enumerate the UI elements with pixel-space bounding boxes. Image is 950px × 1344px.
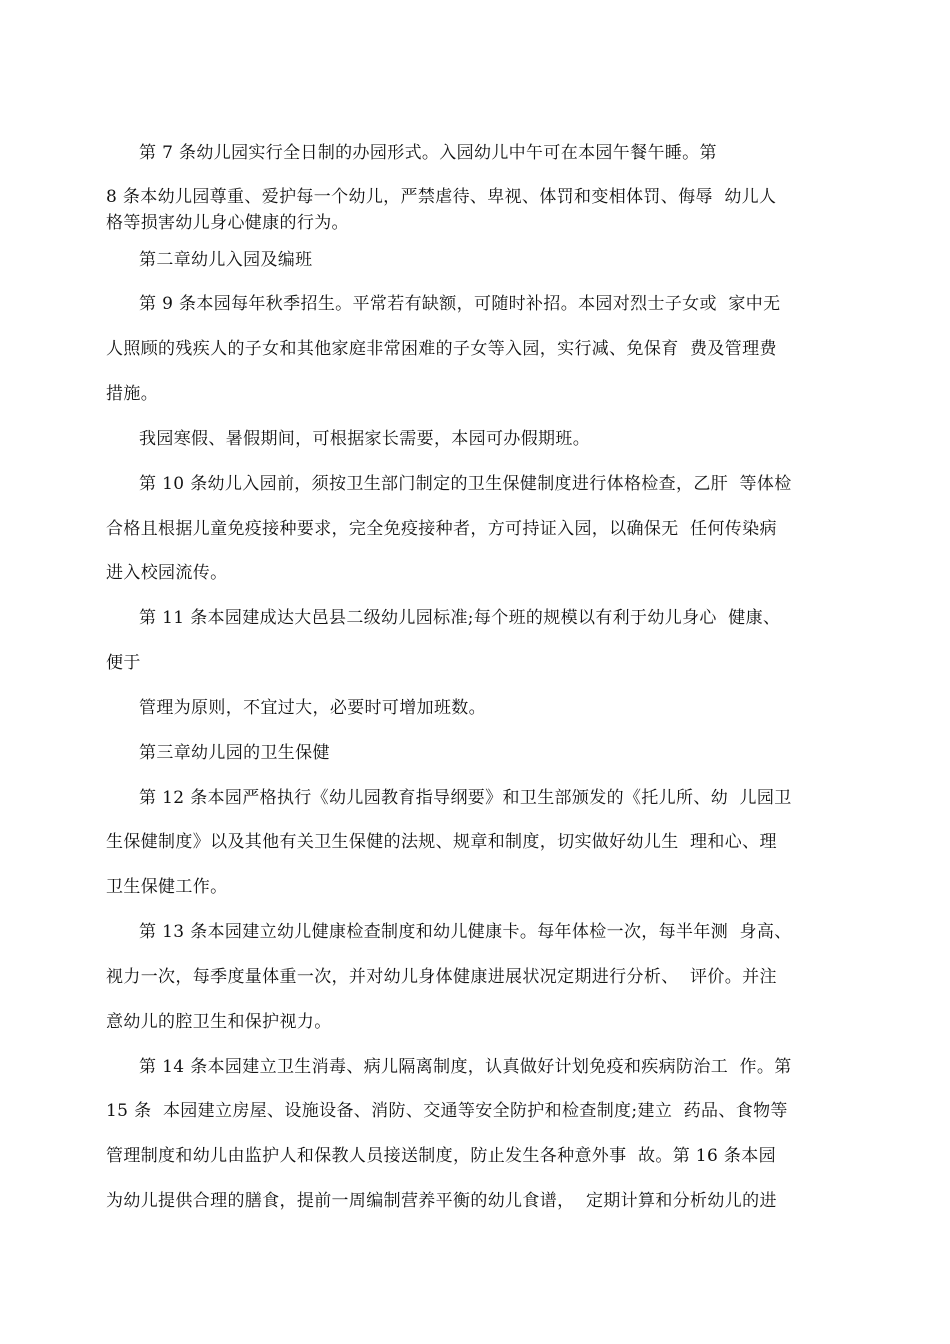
text-line: 格等损害幼儿身心健康的行为。 (106, 213, 349, 233)
text-line: 第 9 条本园每年秋季招生。平常若有缺额，可随时补招。本园对烈士子女或 家中无 (139, 294, 781, 314)
text-line: 第 11 条本园建成达大邑县二级幼儿园标准;每个班的规模以有利于幼儿身心 健康、 (139, 608, 781, 628)
text-line: 15 条 本园建立房屋、设施设备、消防、交通等安全防护和检查制度;建立 药品、食物等 (106, 1101, 788, 1121)
text-line: 视力一次，每季度量体重一次，并对幼儿身体健康进展状况定期进行分析、 评价。并注 (106, 967, 777, 987)
text-line: 生保健制度》以及其他有关卫生保健的法规、规章和制度，切实做好幼儿生 理和心、理 (106, 832, 777, 852)
text-line: 卫生保健工作。 (106, 877, 228, 897)
text-line: 便于 (106, 653, 141, 673)
text-line: 第 13 条本园建立幼儿健康检查制度和幼儿健康卡。每年体检一次，每半年测 身高、 (139, 922, 792, 942)
section-heading: 第二章幼儿入园及编班 (139, 250, 313, 270)
text-line: 人照顾的残疾人的子女和其他家庭非常困难的子女等入园，实行减、免保育 费及管理费 (106, 339, 777, 359)
text-line: 进入校园流传。 (106, 563, 228, 583)
text-line: 第 14 条本园建立卫生消毒、病儿隔离制度，认真做好计划免疫和疾病防治工 作。第 (139, 1057, 792, 1077)
text-line: 第 7 条幼儿园实行全日制的办园形式。入园幼儿中午可在本园午餐午睡。第 (139, 143, 717, 163)
text-line: 第 12 条本园严格执行《幼儿园教育指导纲要》和卫生部颁发的《托儿所、幼 儿园卫 (139, 788, 792, 808)
text-line: 合格且根据儿童免疫接种要求，完全免疫接种者，方可持证入园，以确保无 任何传染病 (106, 519, 777, 539)
text-line: 管理制度和幼儿由监护人和保教人员接送制度，防止发生各种意外事 故。第 16 条本园 (106, 1146, 776, 1166)
text-line: 8 条本幼儿园尊重、爱护每一个幼儿，严禁虐待、卑视、体罚和变相体罚、侮辱 幼儿人 (106, 187, 777, 207)
text-line: 我园寒假、暑假期间，可根据家长需要，本园可办假期班。 (139, 429, 591, 449)
text-line: 管理为原则，不宜过大，必要时可增加班数。 (139, 698, 486, 718)
text-line: 为幼儿提供合理的膳食，提前一周编制营养平衡的幼儿食谱， 定期计算和分析幼儿的进 (106, 1191, 777, 1211)
section-heading: 第三章幼儿园的卫生保健 (139, 743, 330, 763)
text-line: 措施。 (106, 384, 159, 404)
text-line: 意幼儿的腔卫生和保护视力。 (106, 1012, 332, 1032)
text-line: 第 10 条幼儿入园前，须按卫生部门制定的卫生保健制度进行体格检查，乙肝 等体检 (139, 474, 792, 494)
